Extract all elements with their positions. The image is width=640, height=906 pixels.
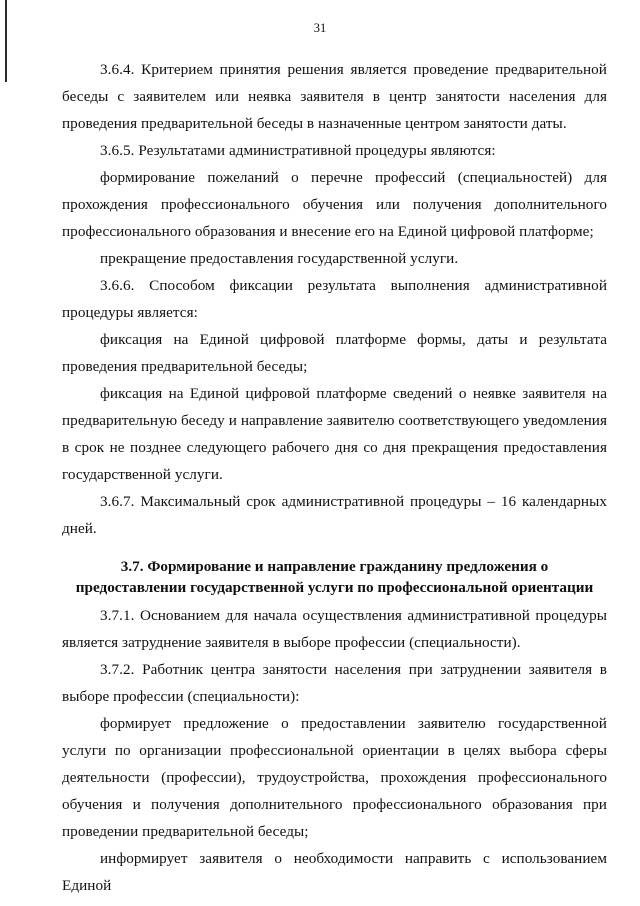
paragraph-result-wishes: формирование пожеланий о перечне профессий (специальностей) для прохождения профессионального обучения или получения дополнительного профессионального образования и внесение его на Единой цифровой платформе; <box>62 169 607 240</box>
document-body <box>62 56 607 899</box>
section-heading-line-2: предоставлении государственной услуги по профессиональной ориентации <box>75 579 594 596</box>
section-heading-3-7 <box>62 556 607 598</box>
paragraph-forms-proposal: формирует предложение о предоставлении заявителю государственной услуги по организации профессиональной ориентации в целях выбора сферы деятельности (профессии), трудоустройства, прохождения профессионального обучения и получения дополнительного профессионального образования при проведении предварительной беседы; <box>62 715 607 840</box>
paragraph-fixation-form: фиксация на Единой цифровой платформе формы, даты и результата проведения предварительной беседы; <box>62 331 607 375</box>
paragraph-fixation-absence: фиксация на Единой цифровой платформе сведений о неявке заявителя на предварительную беседу и направление заявителю соответствующего уведомления в срок не позднее следующего рабочего дня со дня прекращения предоставления государственной услуги. <box>62 385 607 483</box>
binding-margin-line <box>5 0 7 82</box>
paragraph-3-6-7: 3.6.7. Максимальный срок административной процедуры – 16 календарных дней. <box>62 493 607 537</box>
paragraph-3-6-4: 3.6.4. Критерием принятия решения является проведение предварительной беседы с заявителем или неявка заявителя в центр занятости населения для проведения предварительной беседы в назначенные центром занятости даты. <box>62 61 607 132</box>
paragraph-result-termination: прекращение предоставления государственной услуги. <box>100 250 459 267</box>
paragraph-3-7-1: 3.7.1. Основанием для начала осуществления административной процедуры является затруднение заявителя в выборе профессии (специальности). <box>62 607 607 651</box>
paragraph-3-6-6: 3.6.6. Способом фиксации результата выполнения административной процедуры является: <box>62 277 607 321</box>
paragraph-3-7-2: 3.7.2. Работник центра занятости населения при затруднении заявителя в выборе профессии (специальности): <box>62 661 607 705</box>
page-number: 31 <box>313 21 327 35</box>
section-heading-line-1: 3.7. Формирование и направление гражданину предложения о <box>120 558 549 575</box>
paragraph-informs-applicant: информирует заявителя о необходимости направить с использованием Единой <box>62 850 607 894</box>
paragraph-3-6-5: 3.6.5. Результатами административной процедуры являются: <box>100 142 496 159</box>
